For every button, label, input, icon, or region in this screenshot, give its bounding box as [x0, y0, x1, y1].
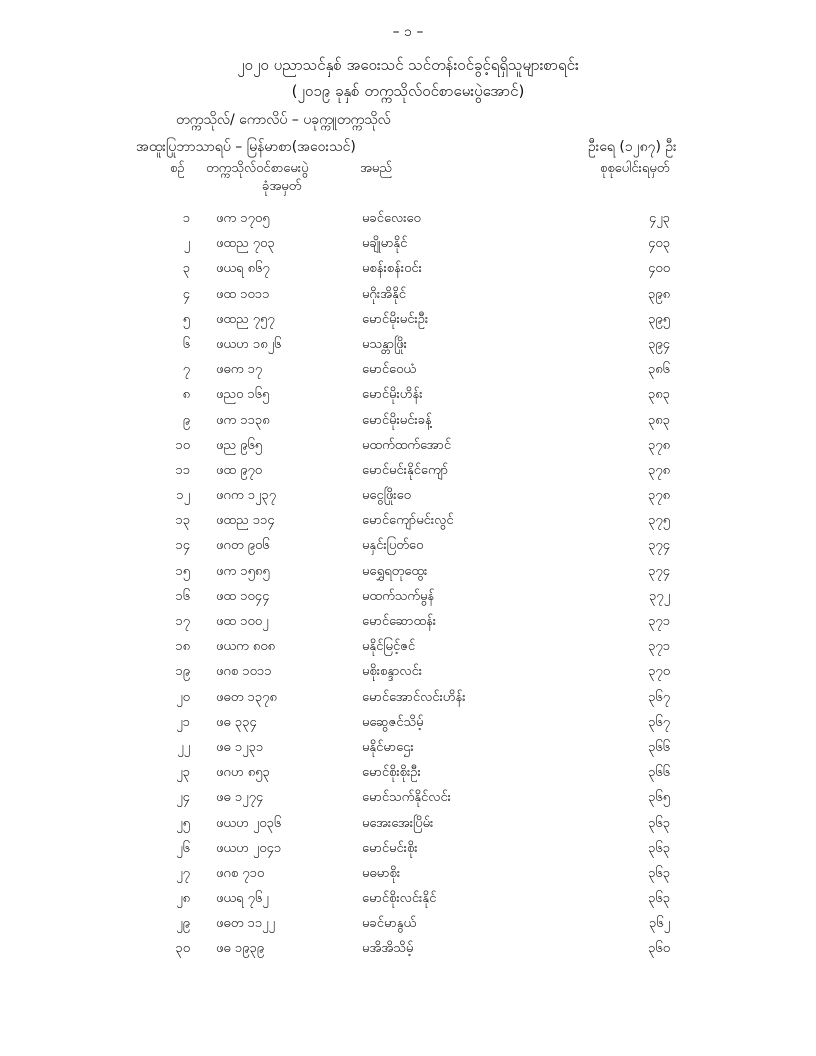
roll-number: ဖဓ ၁၂၇၄: [216, 790, 264, 806]
student-name: မောင်စိုးလင်းနိုင်: [362, 891, 437, 907]
student-name: မသန္တာဖြိုး: [362, 336, 407, 352]
row-number: ၂၉: [176, 916, 190, 932]
total-mark: ၃၆၇: [648, 714, 670, 730]
roll-number: ဖထည ၇၅၇: [216, 311, 275, 327]
total-mark: ၄၀၃: [648, 236, 670, 252]
row-number: ၂၈: [176, 891, 190, 907]
total-mark: ၃၇၁: [648, 639, 670, 655]
header-name: အမည်: [360, 161, 392, 176]
student-name: မောင်မိုးဟိန်း: [362, 387, 423, 403]
roll-number: ဖဓက ၁၇: [216, 362, 263, 378]
document-title: ၂၀၂၀ ပညာသင်နှစ် အဝေးသင် သင်တန်းဝင်ခွင့်ရရှိသူများစာရင်း: [237, 56, 579, 74]
row-number: ၂: [183, 236, 190, 252]
total-mark: ၃၆၅: [648, 790, 670, 806]
table-row: [0, 714, 816, 739]
total-mark: ၃၈၃: [647, 387, 670, 403]
table-row: [0, 789, 816, 814]
row-number: ၁၁: [175, 462, 190, 478]
row-number: ၃၀: [175, 941, 190, 957]
row-number: ၉: [182, 412, 190, 428]
table-row: [0, 210, 816, 235]
document-subtitle: (၂၀၁၉ ခုနှစ် တက္ကသိုလ်ဝင်စာမေးပွဲအောင်): [291, 82, 525, 100]
total-mark: ၃၆၆: [648, 739, 670, 755]
total-mark: ၃၇၁: [648, 614, 670, 629]
row-number: ၂၄: [176, 790, 190, 806]
total-mark: ၃၆၆: [648, 765, 670, 781]
row-number: ၃: [182, 261, 190, 277]
total-mark: ၃၉၈: [647, 286, 670, 302]
row-number: ၁၀: [175, 437, 190, 453]
table-row: [0, 840, 816, 865]
roll-number: ဖထ ၁၀၄၄: [216, 588, 270, 604]
student-name: မောင်အောင်လင်းဟိန်း: [362, 689, 466, 705]
total-mark: ၃၆၀: [648, 941, 670, 957]
table-row: [0, 235, 816, 260]
student-name: မောင်မိုးမင်းဦး: [362, 311, 429, 327]
student-name: မငွေဖြိုးဝေ: [362, 488, 411, 504]
table-row: [0, 437, 816, 462]
total-mark: ၃၇၅: [648, 513, 670, 529]
roll-number: ဖယဟ ၁၈၂၆: [216, 336, 282, 352]
roll-number: ဖဂဟ ၈၅၃: [216, 765, 270, 781]
roll-number: ဖယဟ ၂၀၄၁: [216, 840, 282, 856]
total-mark: ၄၀၀: [648, 261, 670, 277]
student-name: မနိုင်မာဌေး: [362, 739, 414, 755]
student-name: မဆွေဇင်သိမ့်: [362, 714, 424, 730]
student-name: မစိုးစန္ဒာလင်း: [362, 664, 423, 680]
table-row: [0, 462, 816, 487]
student-name: မောင်မင်းနိုင်ကျော်: [362, 462, 449, 478]
roll-number: ဖထည ၁၁၄: [216, 513, 275, 529]
roll-number: ဖယရ ၇၆၂: [216, 891, 269, 907]
roll-number: ဖဂစ ၁၀၁၁: [216, 664, 272, 680]
student-name: မောင်သက်နိုင်လင်း: [362, 790, 451, 806]
student-name: မောင်ဝေယံ: [362, 362, 417, 378]
student-name: မောင်ဆောထန်း: [362, 614, 437, 629]
row-number: ၁: [182, 211, 190, 226]
row-number: ၁၈: [175, 639, 190, 655]
row-number: ၁၉: [175, 664, 190, 680]
subject-label: အထူးပြုဘာသာရပ် – မြန်မာစာ(အဝေးသင်): [136, 139, 356, 155]
total-mark: ၃၆၃: [648, 840, 670, 856]
student-name: မောင်မိုးမင်းခန့်: [362, 412, 432, 428]
university-label: တက္ကသိုလ်/ ကောလိပ် – ပခုက္ကူတက္ကသိုလ်: [176, 112, 391, 128]
header-mark: စုစုပေါင်းရမှတ်: [600, 161, 670, 176]
roll-number: ဖထည ၇၀၃: [216, 236, 275, 252]
total-mark: ၃၆၃: [648, 815, 670, 831]
total-mark: ၃၆၂: [648, 916, 670, 932]
student-name: မထက်ထက်အောင်: [362, 437, 452, 453]
roll-number: ဖဓတ ၁၃၇၈: [216, 689, 277, 705]
roll-number: ဖထ ၁၀၁၁: [216, 286, 270, 302]
table-row: [0, 412, 816, 437]
row-number: ၂၅: [176, 815, 190, 831]
roll-number: ဖည ၉၆၅: [216, 437, 263, 453]
table-row: [0, 613, 816, 638]
table-row: [0, 663, 816, 688]
table-row: [0, 286, 816, 311]
row-number: ၂၂: [177, 739, 190, 755]
row-number: ၁၄: [175, 538, 190, 554]
roll-number: ဖဓ ၃၃၄: [216, 714, 257, 730]
table-row: [0, 890, 816, 915]
row-number: ၄: [182, 286, 190, 302]
roll-number: ဖဂက ၁၂၃၇: [216, 488, 277, 504]
total-mark: ၃၇၂: [648, 588, 670, 604]
student-name: မချိုမာနိုင်: [362, 236, 408, 252]
row-number: ၆: [182, 336, 190, 352]
table-row: [0, 336, 816, 361]
student-name: မဂိုးအိနိုင်: [362, 286, 407, 302]
table-row: [0, 638, 816, 663]
roll-number: ဖယက ၈၀၈: [216, 639, 276, 655]
student-list: [0, 210, 816, 966]
row-number: ၈: [182, 387, 190, 403]
total-mark: ၃၈၆: [647, 362, 670, 378]
student-name: မခင်မာနွယ်: [362, 916, 417, 932]
student-name: မောင်မင်းစိုး: [362, 840, 418, 856]
table-row: [0, 940, 816, 965]
student-name: မဓမာစိုး: [362, 865, 401, 881]
roll-number: ဖက ၁၅၈၅: [216, 563, 270, 579]
roll-number: ဖဂစ ၇၁၀: [216, 865, 265, 881]
row-number: ၂၇: [176, 865, 190, 881]
row-number: ၇: [182, 362, 190, 378]
student-name: မအိအိသိမ့်: [362, 941, 414, 957]
row-number: ၁၆: [175, 588, 190, 604]
roll-number: ဖထ ၉၇၀: [216, 462, 263, 478]
roll-number: ဖယရ ၈၆၇: [216, 261, 270, 277]
total-mark: ၃၇၈: [647, 462, 670, 478]
roll-number: ဖဓတ ၁၁၂၂: [216, 916, 275, 932]
total-mark: ၃၉၅: [648, 311, 670, 327]
roll-number: ဖညဝ ၁၆၅: [216, 387, 270, 403]
table-row: [0, 739, 816, 764]
table-row: [0, 311, 816, 336]
row-number: ၁၅: [175, 563, 190, 579]
student-name: မောင်စိုးစိုးဦး: [362, 765, 421, 781]
row-number: ၁၂: [176, 488, 190, 504]
roll-number: ဖဓ ၁၉၃၉: [216, 941, 265, 957]
header-roll-line2: ခုံအမှတ်: [262, 179, 302, 194]
total-mark: ၃၆၃: [648, 865, 670, 881]
total-mark: ၃၉၄: [648, 336, 670, 352]
roll-number: ဖက ၁၇၀၅: [216, 211, 270, 226]
row-number: ၁၃: [175, 513, 190, 529]
row-number: ၅: [182, 311, 190, 327]
roll-number: ဖထ ၁၀၀၂: [216, 614, 269, 629]
roll-number: ဖဂတ ၉၀၆: [216, 538, 270, 554]
student-name: မောင်ကျော်မင်းလွင်: [362, 513, 454, 529]
table-row: [0, 563, 816, 588]
table-row: [0, 260, 816, 285]
roll-number: ဖယဟ ၂၀၃၆: [216, 815, 282, 831]
total-mark: ၃၇၀: [648, 664, 670, 680]
header-number: စဉ်: [170, 161, 185, 176]
row-number: ၂၆: [176, 840, 190, 856]
total-mark: ၃၈၃: [647, 412, 670, 428]
roll-number: ဖဓ ၁၂၃၁: [216, 739, 264, 755]
student-name: မအေးအေးပြိမ်း: [362, 815, 434, 831]
total-mark: ၃၇၄: [648, 538, 670, 554]
total-count: ဦးရေ (၁၂၈၇) ဦး: [588, 139, 677, 155]
table-row: [0, 512, 816, 537]
table-row: [0, 361, 816, 386]
table-row: [0, 537, 816, 562]
student-name: မနှင်းပြတ်ဝေ: [362, 538, 424, 554]
student-name: မခင်လေးဝေ: [362, 211, 421, 226]
total-mark: ၃၇၄: [648, 563, 670, 579]
page-number: – ၁ –: [392, 24, 424, 40]
table-row: [0, 764, 816, 789]
row-number: ၂၃: [176, 765, 190, 781]
total-mark: ၄၂၃: [648, 211, 670, 226]
header-roll: တက္ကသိုလ်ဝင်စာမေးပွဲ: [206, 161, 309, 176]
roll-number: ဖက ၁၁၃၈: [216, 412, 270, 428]
table-row: [0, 815, 816, 840]
table-row: [0, 865, 816, 890]
table-row: [0, 386, 816, 411]
table-row: [0, 689, 816, 714]
total-mark: ၃၇၈: [647, 437, 670, 453]
row-number: ၁၇: [175, 614, 190, 629]
row-number: ၂၀: [176, 689, 190, 705]
student-name: မစန်းစန်းဝင်း: [362, 261, 422, 277]
table-row: [0, 487, 816, 512]
student-name: မနိုင်မြင့်ဇင်: [362, 639, 416, 655]
student-name: မရွှေရတုထွေး: [362, 563, 428, 579]
total-mark: ၃၇၈: [647, 488, 670, 504]
row-number: ၂၁: [176, 714, 190, 730]
student-name: မထက်သက်မွန်: [362, 588, 435, 604]
total-mark: ၃၆၇: [648, 689, 670, 705]
table-row: [0, 588, 816, 613]
total-mark: ၃၆၃: [648, 891, 670, 907]
table-row: [0, 915, 816, 940]
